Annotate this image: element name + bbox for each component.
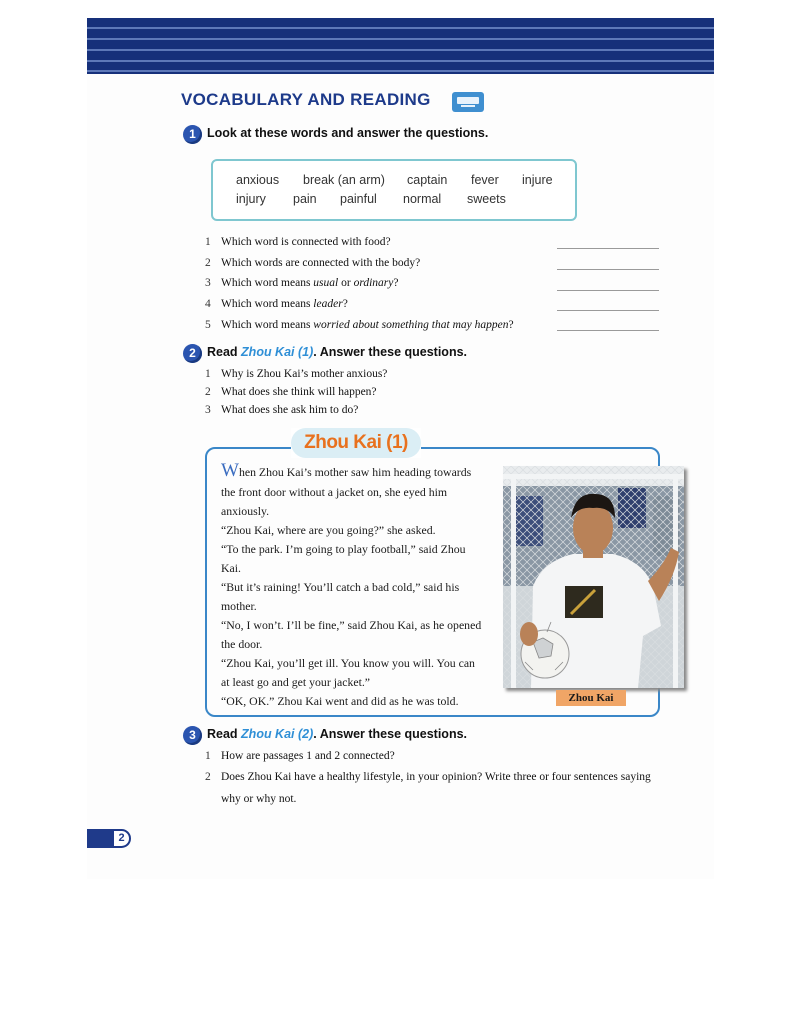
question-text-part: ? [342, 298, 348, 310]
section-title: VOCABULARY AND READING [181, 90, 431, 109]
answer-line[interactable] [557, 290, 659, 291]
question-emphasis: leader [313, 298, 343, 310]
answer-line[interactable] [557, 330, 659, 331]
question-emphasis: worried about something that may happen [313, 319, 509, 331]
question-text-continued: why or why not. [221, 793, 297, 805]
question-number: 1 [205, 236, 211, 248]
story-line: anxiously. [221, 504, 270, 518]
question-text-part: ? [508, 319, 514, 331]
answer-line[interactable] [557, 310, 659, 311]
story-line: mother. [221, 599, 257, 613]
question-text-part: Which word means [221, 319, 314, 331]
question-number: 2 [205, 386, 211, 398]
exercise-number-3: 3 [183, 726, 202, 745]
exercise1-heading: Look at these words and answer the questions. [207, 126, 489, 140]
question-number: 3 [205, 277, 211, 289]
story-line [221, 460, 471, 482]
story-line: “Zhou Kai, you’ll get ill. You know you will. You can [221, 656, 475, 670]
heading-part: Read [207, 345, 242, 359]
story-line: at least go and get your jacket.” [221, 675, 371, 689]
question-text-part: Which word means [221, 277, 314, 289]
story-reference: Zhou Kai (1) [241, 345, 314, 359]
question-emphasis: usual [313, 277, 339, 289]
word: pain [293, 192, 317, 206]
heading-part: Read [207, 727, 242, 741]
story-line: “But it’s raining! You’ll catch a bad cold,” said his [221, 580, 460, 594]
answer-line[interactable] [557, 269, 659, 270]
question-text-part: or [338, 277, 354, 289]
word: injure [522, 173, 553, 187]
story-line: the door. [221, 637, 263, 651]
story-reference: Zhou Kai (2) [241, 727, 314, 741]
exercise2-heading [207, 345, 467, 359]
page-number: 2 [112, 829, 131, 848]
word: sweets [467, 192, 506, 206]
story-line: “To the park. I’m going to play football,” said Zhou [221, 542, 466, 556]
word-box [211, 159, 577, 221]
word: break (an arm) [303, 173, 385, 187]
question-text: What does she ask him to do? [221, 404, 359, 416]
word: anxious [236, 173, 280, 187]
heading-part: . Answer these questions. [313, 345, 468, 359]
word: injury [236, 192, 266, 206]
exercise-number-2: 2 [183, 344, 202, 363]
question-number: 1 [205, 368, 211, 380]
story-dropcap: W [221, 460, 239, 481]
exercise-number-1: 1 [183, 125, 202, 144]
question-emphasis: ordinary [353, 277, 394, 289]
header-band [87, 18, 714, 74]
answer-line[interactable] [557, 248, 659, 249]
heading-part: . Answer these questions. [313, 727, 468, 741]
photo-caption: Zhou Kai [556, 690, 626, 706]
question-text [221, 277, 399, 289]
question-text: Why is Zhou Kai’s mother anxious? [221, 368, 388, 380]
story-title: Zhou Kai (1) [291, 428, 421, 458]
word: normal [403, 192, 442, 206]
exercise3-heading [207, 727, 467, 741]
question-number: 4 [205, 298, 211, 310]
word: painful [340, 192, 377, 206]
story-line: “OK, OK.” Zhou Kai went and did as he was told. [221, 694, 459, 708]
word: captain [407, 173, 448, 187]
word: fever [471, 173, 499, 187]
story-line-text: hen Zhou Kai’s mother saw him heading towards [238, 465, 472, 479]
question-text: What does she think will happen? [221, 386, 377, 398]
question-number: 3 [205, 404, 211, 416]
question-text: Which words are connected with the body? [221, 257, 421, 269]
zhou-kai-photo [503, 466, 684, 688]
keyboard-icon [452, 92, 484, 112]
story-line: the front door without a jacket on, she eyed him [221, 485, 448, 499]
question-number: 2 [205, 257, 211, 269]
story-line: Kai. [221, 561, 241, 575]
question-text: Which word is connected with food? [221, 236, 391, 248]
question-text [221, 298, 348, 310]
story-line: “No, I won’t. I’ll be fine,” said Zhou Kai, as he opened [221, 618, 482, 632]
question-number: 1 [205, 750, 211, 762]
question-text [221, 319, 514, 331]
question-text: Does Zhou Kai have a healthy lifestyle, in your opinion? Write three or four sentences saying [221, 771, 651, 783]
question-text: How are passages 1 and 2 connected? [221, 750, 395, 762]
question-number: 5 [205, 319, 211, 331]
question-text-part: Which word means [221, 298, 314, 310]
question-text-part: ? [393, 277, 399, 289]
story-line: “Zhou Kai, where are you going?” she asked. [221, 523, 436, 537]
question-number: 2 [205, 771, 211, 783]
